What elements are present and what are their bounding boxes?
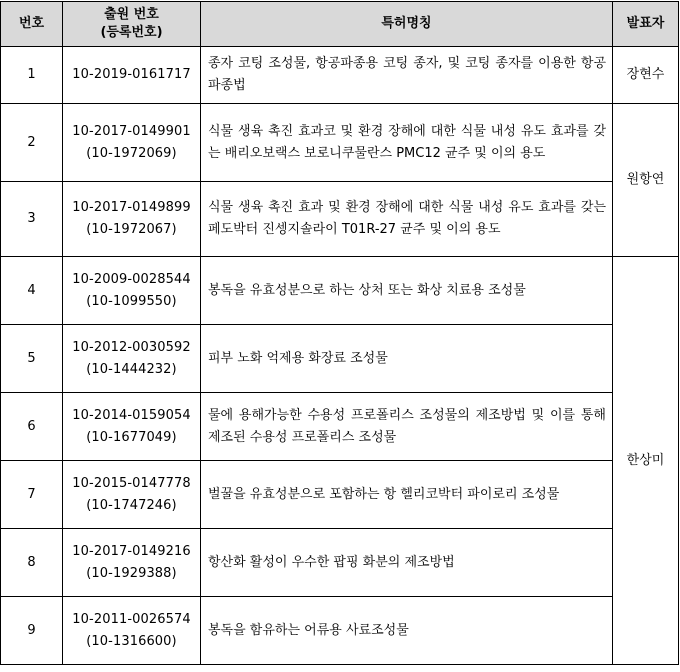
- header-row: [1, 2, 679, 47]
- row-number: 3: [1, 182, 63, 257]
- app-no: 10-2011-0026574: [72, 611, 191, 627]
- application-number: [63, 393, 201, 461]
- app-no: 10-2015-0147778: [72, 475, 191, 491]
- table-row: [1, 461, 679, 529]
- table-row: [1, 257, 679, 325]
- app-no: 10-2017-0149901: [72, 123, 191, 139]
- patent-title: 물에 용해가능한 수용성 프로폴리스 조성물의 제조방법 및 이를 통해 제조된 수용성 프로폴리스 조성물: [201, 393, 613, 461]
- table-row: [1, 597, 679, 665]
- header-app-no: [63, 2, 201, 47]
- row-number: 4: [1, 257, 63, 325]
- table-row: [1, 104, 679, 182]
- table-row: [1, 182, 679, 257]
- app-no: 10-2009-0028544: [72, 271, 191, 287]
- reg-no: (10-1099550): [86, 293, 177, 309]
- application-number: [63, 325, 201, 393]
- header-presenter: 발표자: [613, 2, 679, 47]
- patent-title: 식물 생육 촉진 효과 및 환경 장해에 대한 식물 내성 유도 효과를 갖는 페도박터 진셍지솔라이 T01R-27 균주 및 이의 용도: [201, 182, 613, 257]
- presenter-cell: 한상미: [613, 257, 679, 665]
- table-row: [1, 325, 679, 393]
- table-row: [1, 393, 679, 461]
- row-number: 2: [1, 104, 63, 182]
- app-no: 10-2014-0159054: [72, 407, 191, 423]
- row-number: 7: [1, 461, 63, 529]
- patent-table: [0, 1, 679, 665]
- row-number: 8: [1, 529, 63, 597]
- table-row: [1, 47, 679, 104]
- app-no: 10-2017-0149899: [72, 200, 191, 215]
- app-no: 10-2019-0161717: [72, 67, 191, 82]
- reg-no: (10-1747246): [86, 497, 177, 513]
- patent-title: 식물 생육 촉진 효과코 및 환경 장해에 대한 식물 내성 유도 효과를 갖는 배리오보랙스 보로니쿠물란스 PMC12 균주 및 이의 용도: [201, 104, 613, 182]
- application-number: [63, 597, 201, 665]
- patent-title: 항산화 활성이 우수한 팝핑 화분의 제조방법: [201, 529, 613, 597]
- app-no: 10-2017-0149216: [72, 543, 191, 559]
- application-number: [63, 529, 201, 597]
- header-app-no-line2: (등록번호): [100, 25, 163, 40]
- reg-no: (10-1444232): [86, 361, 177, 377]
- row-number: 6: [1, 393, 63, 461]
- patent-title: 봉독을 유효성분으로 하는 상처 또는 화상 치료용 조성물: [201, 257, 613, 325]
- application-number: [63, 257, 201, 325]
- presenter-cell: 원항연: [613, 104, 679, 257]
- presenter-cell: 장현수: [613, 47, 679, 104]
- reg-no: (10-1677049): [86, 429, 177, 445]
- reg-no: (10-1929388): [86, 565, 177, 581]
- reg-no: (10-1972069): [86, 145, 177, 161]
- header-app-no-line1: 출원 번호: [104, 7, 159, 22]
- reg-no: (10-1972067): [86, 222, 177, 237]
- row-number: 1: [1, 47, 63, 104]
- patent-title: 벌꿀을 유효성분으로 포함하는 항 헬리코박터 파이로리 조성물: [201, 461, 613, 529]
- application-number: [63, 461, 201, 529]
- application-number: [63, 47, 201, 104]
- header-no: 번호: [1, 2, 63, 47]
- application-number: [63, 182, 201, 257]
- reg-no: (10-1316600): [86, 633, 177, 649]
- patent-title: 피부 노화 억제용 화장료 조성물: [201, 325, 613, 393]
- app-no: 10-2012-0030592: [72, 339, 191, 355]
- table-row: [1, 529, 679, 597]
- patent-title: 봉독을 함유하는 어류용 사료조성물: [201, 597, 613, 665]
- application-number: [63, 104, 201, 182]
- row-number: 5: [1, 325, 63, 393]
- header-title: 특허명칭: [201, 2, 613, 47]
- patent-title: 종자 코팅 조성물, 항공파종용 코팅 종자, 및 코팅 종자를 이용한 항공파종법: [201, 47, 613, 104]
- row-number: 9: [1, 597, 63, 665]
